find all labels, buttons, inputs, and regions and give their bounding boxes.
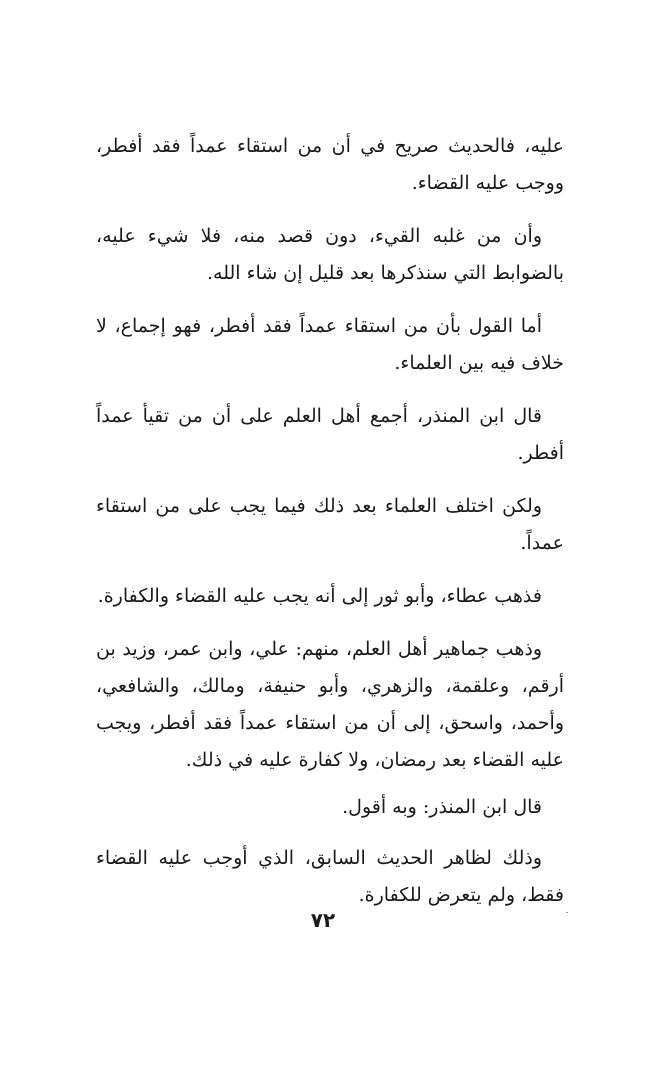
paragraph: فذهب عطاء، وأبو ثور إلى أنه يجب عليه القضاء والكفارة. — [97, 585, 542, 607]
margin-mark — [566, 912, 568, 913]
paragraph: أما القول بأن من استقاء عمداً فقد أفطر، فهو إجماع، لا خلاف فيه بين العلماء. — [96, 315, 564, 374]
paragraph: ولكن اختلف العلماء بعد ذلك فيما يجب على من استقاء عمداً. — [96, 495, 564, 554]
body-text — [96, 128, 564, 930]
paragraph: وذهب جماهير أهل العلم، منهم: علي، وابن عمر، وزيد بن أرقم، وعلقمة، والزهري، وأبو حنيفة، ومالك، والشافعي، وأحمد، واسحق، إلى أن من استقاء عمداً فقد أفطر، ويجب عليه القضاء بعد رمضان، ولا كفارة عليه في ذلك. — [96, 638, 564, 771]
paragraph: قال ابن المنذر، أجمع أهل العلم على أن من تقيأ عمداً أفطر. — [96, 405, 564, 464]
page-number: ٧٢ — [310, 908, 336, 932]
paragraph: عليه، فالحديث صريح في أن من استقاء عمداً فقد أفطر، ووجب عليه القضاء. — [96, 135, 564, 194]
paragraph: قال ابن المنذر: وبه أقول. — [342, 796, 542, 818]
paragraph: وأن من غلبه القيء، دون قصد منه، فلا شيء عليه، بالضوابط التي سنذكرها بعد قليل إن شاء الله. — [96, 225, 564, 284]
paragraph: وذلك لظاهر الحديث السابق، الذي أوجب عليه القضاء فقط، ولم يتعرض للكفارة. — [96, 847, 564, 906]
